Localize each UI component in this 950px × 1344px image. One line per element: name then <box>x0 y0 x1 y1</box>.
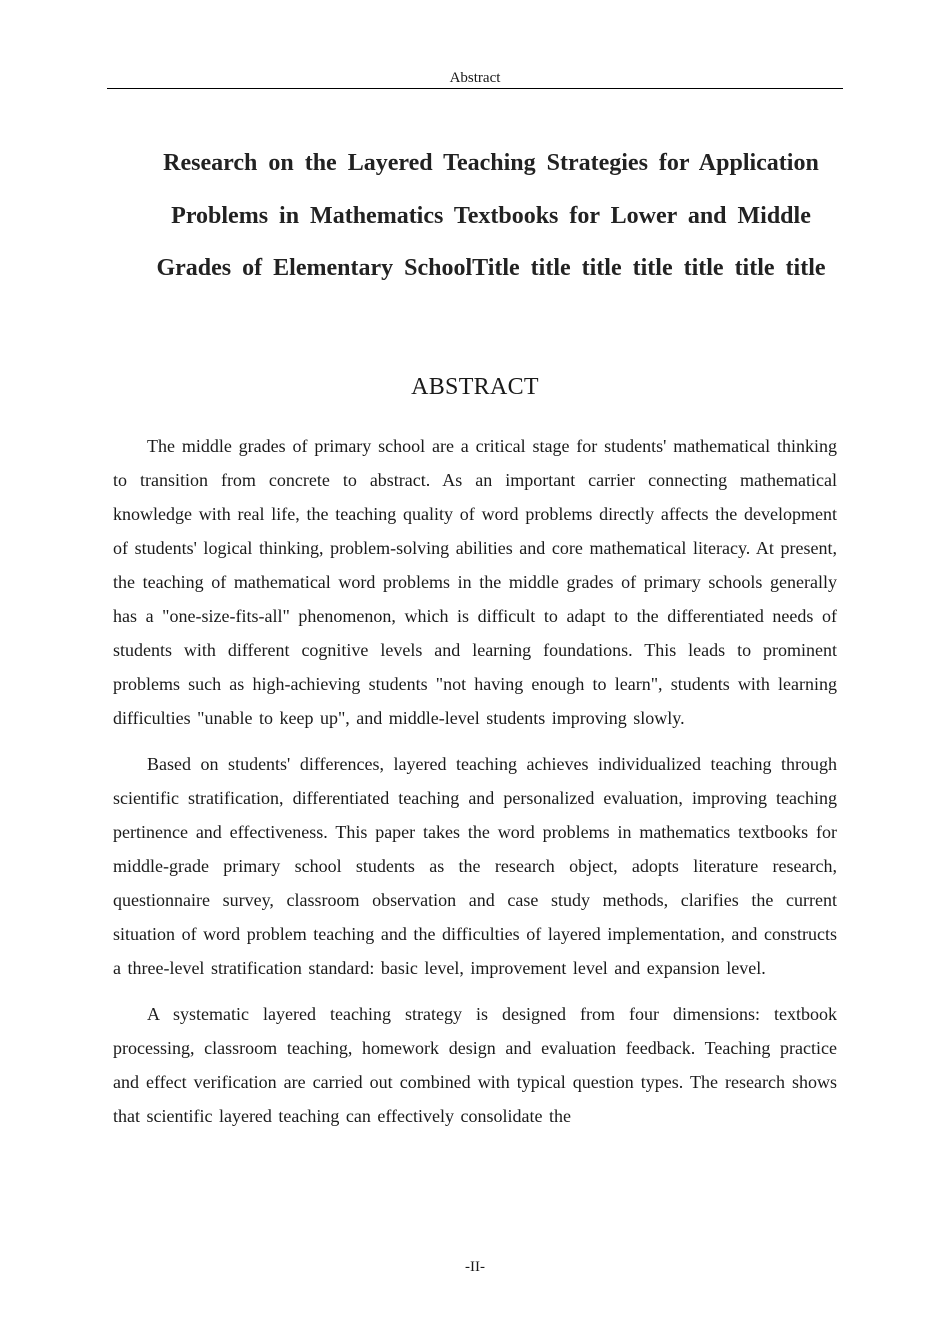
abstract-paragraph-2: Based on students' differences, layered teaching achieves individualized teaching through scientific stratification, differentiated teaching and personalized evaluation, improving teaching pertinence and effectiveness. This paper takes the word problems in mathematics textbooks for middle-grade primary school students as the research object, adopts literature research, questionnaire survey, classroom observation and case study methods, clarifies the current situation of word problem teaching and the difficulties of layered implementation, and constructs a three-level stratification standard: basic level, improvement level and expansion level. <box>113 754 837 978</box>
abstract-paragraph-1: The middle grades of primary school are a critical stage for students' mathematical thinking to transition from concrete to abstract. As an important carrier connecting mathematical knowledge with real life, the teaching quality of word problems directly affects the development of students' logical thinking, problem-solving abilities and core mathematical literacy. At present, the teaching of mathematical word problems in the middle grades of primary schools generally has a "one-size-fits-all" phenomenon, which is difficult to adapt to the differentiated needs of students with different cognitive levels and learning foundations. This leads to prominent problems such as high-achieving students "not having enough to learn", students with learning difficulties "unable to keep up", and middle-level students improving slowly. <box>113 436 837 728</box>
page-number: -II- <box>465 1259 485 1275</box>
abstract-heading: ABSTRACT <box>411 374 539 400</box>
abstract-paragraph-3: A systematic layered teaching strategy is designed from four dimensions: textbook processing, classroom teaching, homework design and evaluation feedback. Teaching practice and effect verification are carried out combined with typical question types. The research shows that scientific layered teaching can effectively consolidate the <box>113 1004 837 1126</box>
paper-title: Research on the Layered Teaching Strategies for Application Problems in Mathematics Textbooks for Lower and Middle Grades of Elementary SchoolTitle title title title title title title <box>156 150 826 281</box>
running-header: Abstract <box>449 70 501 86</box>
abstract-body <box>113 429 837 1145</box>
header-divider <box>107 88 843 89</box>
